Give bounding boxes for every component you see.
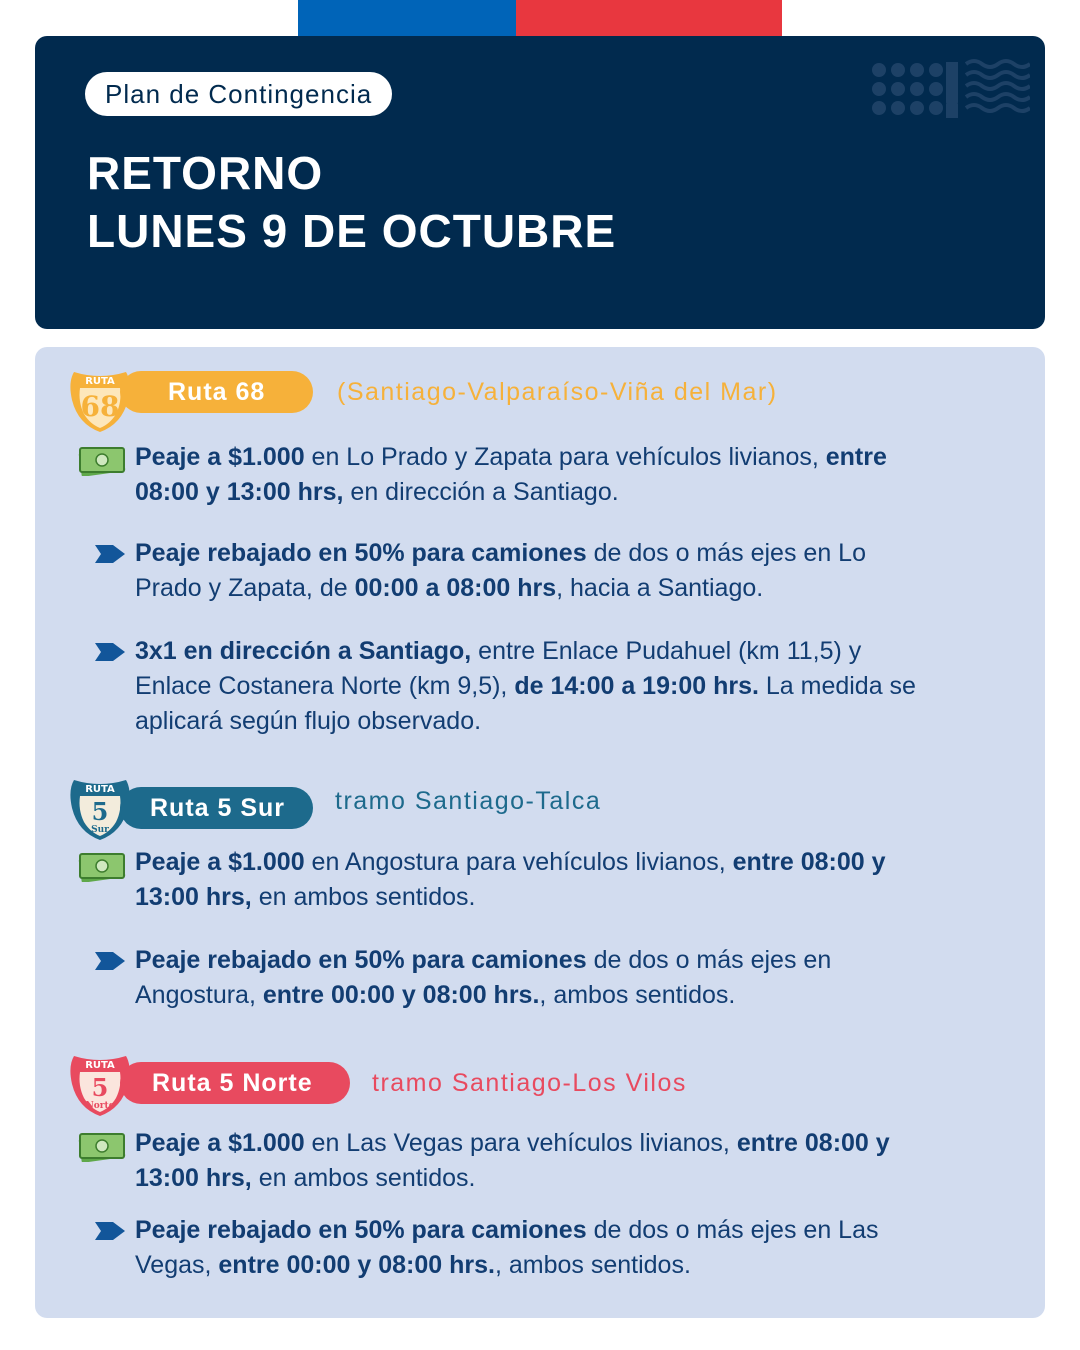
- arrow-icon: [95, 952, 125, 970]
- item-text-bold: 3x1 en dirección a Santiago,: [135, 637, 472, 665]
- item-text: de dos o más ejes en Las Vegas,: [135, 1216, 879, 1279]
- item-text: de dos o más ejes en Lo Prado y Zapata, de: [135, 539, 866, 602]
- header-banner: [35, 36, 1045, 329]
- shield-sub: Sur: [91, 825, 109, 835]
- item-text-bold: Peaje rebajado en 50% para camiones: [135, 1216, 587, 1244]
- item-text-bold: Peaje a $1.000: [135, 1129, 305, 1157]
- item-text-bold: Peaje a $1.000: [135, 443, 305, 471]
- item-text: La medida se aplicará según flujo observado.: [135, 672, 916, 735]
- item-text: en ambos sentidos.: [251, 883, 476, 911]
- list-item: [135, 1126, 935, 1196]
- list-item: [135, 440, 935, 510]
- list-item: [135, 845, 935, 915]
- flag-stripe-red: [516, 0, 782, 36]
- money-icon: [78, 1128, 126, 1162]
- arrow-icon: [95, 545, 125, 563]
- list-item: [135, 1213, 935, 1283]
- item-text-bold: entre 08:00 y 13:00 hrs,: [135, 848, 886, 911]
- item-text: en ambos sentidos.: [251, 1164, 476, 1192]
- arrow-icon: [95, 1222, 125, 1240]
- list-item: [135, 536, 935, 606]
- title-line-2: LUNES 9 DE OCTUBRE: [87, 205, 617, 257]
- route-label-ruta-68: Ruta 68: [120, 371, 313, 413]
- route-subtitle-ruta-68: (Santiago-Valparaíso-Viña del Mar): [337, 378, 778, 406]
- shield-top: RUTA: [85, 1060, 115, 1071]
- item-text: , ambos sentidos.: [494, 1251, 691, 1279]
- shield-number: 68: [80, 390, 120, 423]
- shield-sub: Norte: [85, 1101, 115, 1111]
- page-title: [87, 144, 616, 260]
- item-text-bold: Peaje rebajado en 50% para camiones: [135, 539, 587, 567]
- item-text-bold: de 14:00 a 19:00 hrs.: [514, 672, 759, 700]
- item-text-bold: entre 08:00 y 13:00 hrs,: [135, 443, 887, 506]
- flag-stripe-blue: [298, 0, 516, 36]
- item-text: , ambos sentidos.: [539, 981, 736, 1009]
- route-subtitle-ruta-5-norte: tramo Santiago-Los Vilos: [372, 1069, 687, 1097]
- route-label-ruta-5-sur: Ruta 5 Sur: [120, 787, 313, 829]
- item-text-bold: Peaje a $1.000: [135, 848, 305, 876]
- decorative-pattern-icon: [870, 58, 1030, 120]
- item-text: en Angostura para vehículos livianos,: [304, 848, 733, 876]
- money-icon: [78, 442, 126, 476]
- item-text-bold: entre 00:00 y 08:00 hrs.: [262, 981, 540, 1009]
- item-text: de dos o más ejes en Angostura,: [135, 946, 832, 1009]
- shield-number: 5: [91, 797, 109, 826]
- item-text: en Las Vegas para vehículos livianos,: [304, 1129, 737, 1157]
- list-item: [135, 634, 925, 739]
- plan-badge: Plan de Contingencia: [85, 72, 392, 116]
- shield-number: 5: [91, 1073, 109, 1102]
- route-subtitle-ruta-5-sur: tramo Santiago-Talca: [335, 787, 602, 815]
- route-label-ruta-5-norte: Ruta 5 Norte: [120, 1062, 350, 1104]
- item-text-bold: 00:00 a 08:00 hrs: [354, 574, 557, 602]
- item-text-bold: entre 00:00 y 08:00 hrs.: [218, 1251, 495, 1279]
- item-text: , hacia a Santiago.: [556, 574, 764, 602]
- title-line-1: RETORNO: [87, 147, 324, 199]
- list-item: [135, 943, 935, 1013]
- money-icon: [78, 848, 126, 882]
- item-text-bold: Peaje rebajado en 50% para camiones: [135, 946, 587, 974]
- item-text-bold: entre 08:00 y 13:00 hrs,: [135, 1129, 890, 1192]
- item-text: en dirección a Santiago.: [343, 478, 619, 506]
- item-text: entre Enlace Pudahuel (km 11,5) y Enlace Costanera Norte (km 9,5),: [135, 637, 862, 700]
- shield-top: RUTA: [85, 784, 115, 795]
- item-text: en Lo Prado y Zapata para vehículos livianos,: [304, 443, 826, 471]
- shield-top: RUTA: [85, 376, 115, 387]
- arrow-icon: [95, 643, 125, 661]
